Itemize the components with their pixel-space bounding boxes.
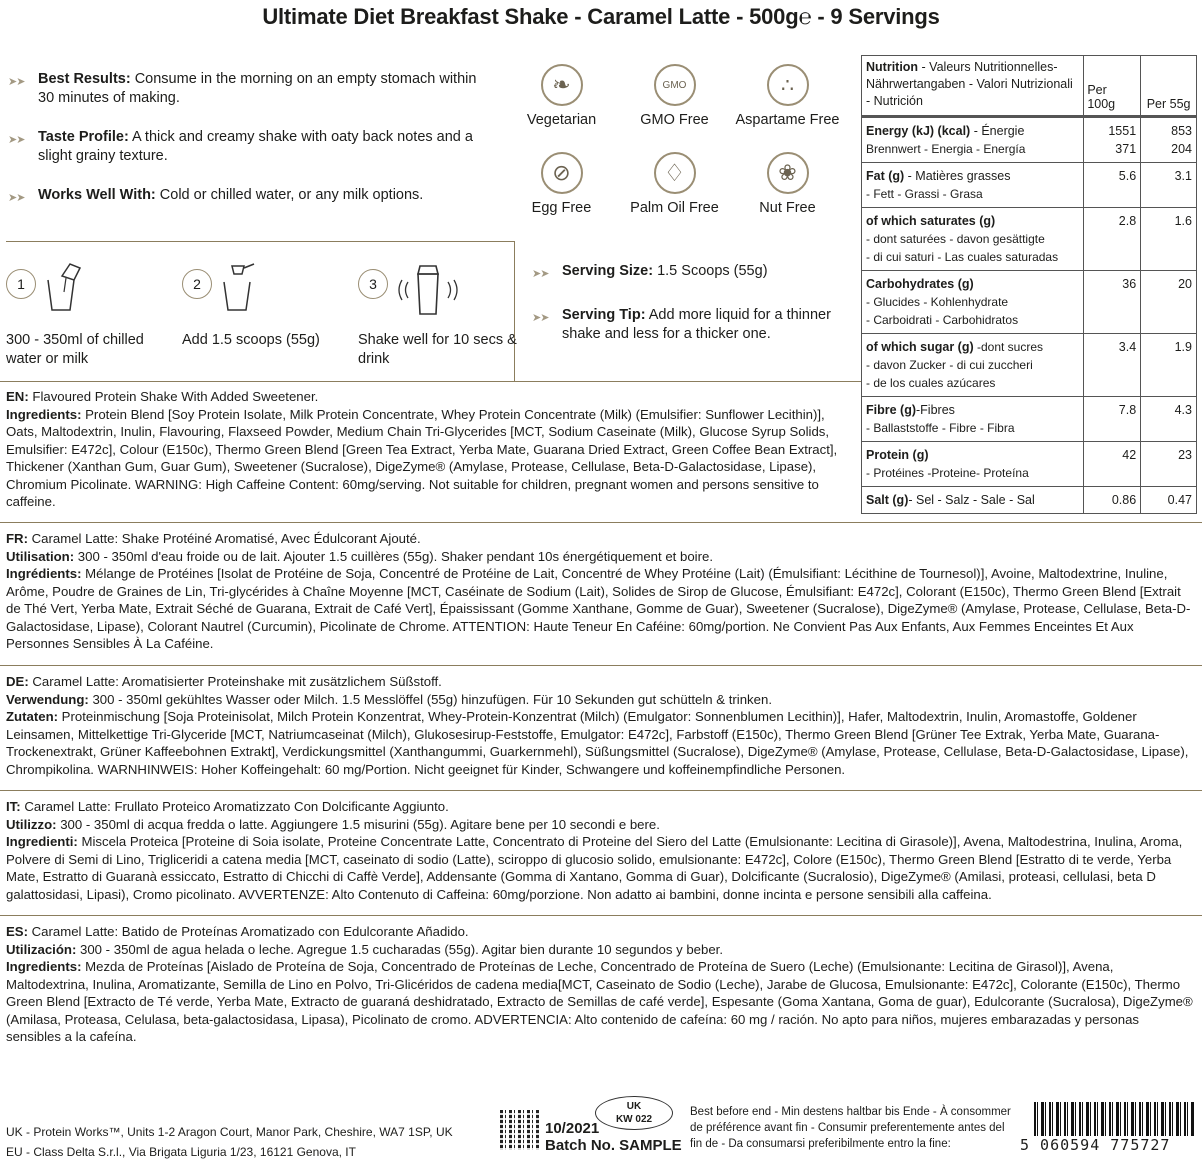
divider	[0, 665, 1202, 666]
uk-health-mark: UK KW 022	[595, 1096, 673, 1130]
nut-icon: ❀	[767, 152, 809, 194]
serving-info	[532, 262, 852, 366]
footer	[0, 1092, 1202, 1162]
production-date: 10/2021	[545, 1120, 600, 1137]
bullet-icon: ➤➤	[8, 76, 25, 88]
nutrition-row-sugar: of which sugar (g) -dont sucres - davon Zucker - di cui zuccheri - de los cuales azúcares 3.4 1.9	[862, 333, 1196, 396]
badge-nut-free: ❀ Nut Free	[731, 152, 844, 216]
taste-profile-note: ➤➤ Taste Profile: A thick and creamy shake with oaty back notes and a slight grainy texture.	[8, 129, 473, 164]
nutrition-row-saturates: of which saturates (g) - dont saturées - davon gesättigte - di cui saturi - Las cuales saturadas 2.8 1.6	[862, 207, 1196, 270]
step-number: 1	[6, 269, 36, 299]
nutrition-header: Nutrition - Valeurs Nutritionnelles- Nährwertangaben - Valori Nutrizionali - Nutrición Per 100g Per 55g	[862, 56, 1196, 116]
nutrition-row-protein: Protein (g) - Protéines -Proteine- Proteína 42 23	[862, 441, 1196, 486]
serving-size: ➤➤ Serving Size: 1.5 Scoops (55g)	[532, 262, 852, 284]
barcode-digits: 5 060594 775727	[1020, 1136, 1171, 1154]
ingredients-en: EN: Flavoured Protein Shake With Added Sweetener. Ingredients: Protein Blend [Soy Protein Isolate, Milk Protein Concentrate, Whey Protein Concentrate (Milk) (Emulsifier: Sunflower Lecithin)], Oats, Maltodextrin, Inulin, Flavouring, Flaxseed Powder, Medium Chain Tri-Glycerides [MCT, Sodium Caseinate (Milk), Glucose Syrup Solids, Emulsifier: E472c], Colour (E150c), Thermo Green Blend [Green Tea Extract, Yerba Mate, Guarana Dried Extract, Green Coffee Bean Extract], Thickener (Xanthan Gum, Guar Gum), Sweetener (Sucralose), DigeZyme® (Amylase, Protease, Cellulase, Beta-D-Galactosidase, Lipase), Chromium Picolinate. WARNING: High Caffeine Content: 60mg/serving. Not suitable for children, pregnant women and persons sensitive to caffeine.	[6, 389, 838, 509]
ingredients-es: ES: Caramel Latte: Batido de Proteínas Aromatizado con Edulcorante Añadido. Utilización: 300 - 350ml de agua helada o leche. Agregue 1.5 cucharadas (55g). Agitar bien durante 10 segundos y beber. Ingredients: Mezda de Proteínas [Aislado de Proteína de Soja, Concentrado de Proteínas de Leche, Concentrado de Proteína de Suero (Leche) (Emulsionante: Lecitina de Girasol)], Avena, Maltodextrina, Inulina, Aromatizante, Semilla de Lino en Polvo, Tri-Glicéridos de cadena media[MCT, Caseinato de Sodio (Leche), Jarabe de Glucosa, Emulsionante: E472c], Colorante (E150c), Thermo Green Blend [Extracto de Té verde, Yerba Mate, Extracto de guaraná deshidratado, Extracto de Semillas de café verde], Espesante (Goma Xantana, Goma de guar), Edulcorante (Sucralosa), DigeZyme® (Amilasa, Proteasa, Celulasa, beta-galactosidasa, Lipasa), Picolinato de cromo. ADVERTENCIA: Alto contenido de cafeína: 60 mg / ración. No apto para niños, mujeres embarazadas y personas sensibles a la cafeína.	[6, 924, 1193, 1044]
divider	[0, 522, 1202, 523]
badge-vegetarian: ❧ Vegetarian	[505, 64, 618, 128]
ingredients-de: DE: Caramel Latte: Aromatisierter Proteinshake mit zusätzlichem Süßstoff. Verwendung: 300 - 350ml gekühltes Wasser oder Milch. 1.5 Messlöffel (55g) hinzufügen. Für 10 Sekunden gut schütteln & trinken. Zutaten: Proteinmischung [Soja Proteinisolat, Milch Protein Konzentrat, Whey-Protein-Konzentrat (Milch) (Emulgator: Sonnenblumen Lecithin)], Hafer, Maltodextrin, Inulin, Aromastoffe, Goldener Leinsamen, Mittelkettige Tri-Glyceride [MCT, Natriumcaseinat (Milch), Glukosesirup-Feststoffe, Emulgator: E472c], Farbstoff (E150c), Thermo Green Blend [Grüner Tee Extrak, Yerba Mate, Guarana-Trockenextrakt, Grüner Kaffeebohnen Extrakt], Verdickungsmittel (Xanthangummi, Guarkernmehl), Süßungsmittel (Sucralose), DigeZyme® (Amylase, Protease, Cellulase, Beta-D-Galactosidase, Lipase), Chrompikolina. WARNHINWEIS: Hoher Koffeingehalt: 60 mg/Portion. Nicht geeignet für Kinder, Schwangere und koffeinempfindliche Personen.	[6, 674, 1189, 777]
barcode-icon	[1034, 1102, 1194, 1136]
best-results-note: ➤➤ Best Results: Consume in the morning on an empty stomach within 30 minutes of making.	[8, 71, 477, 106]
nutrition-row-fat: Fat (g) - Matières grasses - Fett - Grassi - Grasa 5.6 3.1	[862, 162, 1196, 207]
ingredients-it: IT: Caramel Latte: Frullato Proteico Aromatizzato Con Dolcificante Aggiunto. Utilizzo: 300 - 350ml di acqua fredda o latte. Aggiungere 1.5 misurini (55g). Agitare bene per 10 secondi e bere. Ingredienti: Miscela Proteica [Proteine di Soia isolate, Proteine Concentrate Latte, Concentrato di Proteine del Siero del Latte (Emulsionante: Lecitina di Girasole)], Avena, Maltodestrina, Inulina, Aroma, Polvere di Semi di Lino, Trigliceridi a catena media [MCT, caseinato di sodio (Latte), sciroppo di glucosio solido, emulsionante: E472c], Colore (E150c), Thermo Green Blend [Estratto di te verde, Yerba Mate, Estratto di Guaranà essiccato, Estratto di Chicchi di Caffè Verde], Addensante (Gomma di Xantano, Gomma di Guar), Dolcificante (Sucralosio), DigeZyme® (Amilasi, proteasi, cellulasi, beta D galattosidasi, Lipasi), Cromo picolinato. AVVERTENZE: Alto Contenuto di Caffeina: 60mg/porzione. Non adatto ai bambini, donne incinta e persone sensibili alla caffeina.	[6, 799, 1183, 902]
qr-code-icon	[500, 1110, 540, 1150]
step-number: 2	[182, 269, 212, 299]
divider	[0, 790, 1202, 791]
col-per-100g: Per 100g	[1083, 56, 1140, 115]
uk-address: UK - Protein Works™, Units 1-2 Aragon Court, Manor Park, Cheshire, WA7 1SP, UK	[6, 1125, 453, 1139]
step-number: 3	[358, 269, 388, 299]
nutrition-row-fibre: Fibre (g)-Fibres - Ballaststoffe - Fibre - Fibra 7.8 4.3	[862, 396, 1196, 441]
company-addresses	[6, 1122, 453, 1162]
pour-water-icon	[44, 262, 84, 312]
usage-notes	[8, 70, 488, 228]
product-title: Ultimate Diet Breakfast Shake - Caramel Latte - 500g℮ - 9 Servings	[262, 4, 940, 29]
bullet-icon: ➤➤	[532, 268, 549, 280]
divider	[6, 241, 514, 242]
aspartame-icon: ∴	[767, 64, 809, 106]
badge-egg-free: ⊘ Egg Free	[505, 152, 618, 216]
best-before-text: Best before end - Min destens haltbar bis Ende - À consommer de préférence avant fin - Consumir preferentemente antes del fin de - Da consumarsi preferibilmente entro la fine:	[690, 1106, 1011, 1150]
col-per-55g: Per 55g	[1140, 56, 1196, 115]
barcode	[1020, 1102, 1196, 1152]
nutrition-row-carbohydrates: Carbohydrates (g) - Glucides - Kohlenhydrate - Carboidrati - Carbohidratos 36 20	[862, 270, 1196, 333]
works-well-with-note: ➤➤ Works Well With: Cold or chilled water, or any milk options.	[8, 186, 488, 208]
bullet-icon: ➤➤	[8, 192, 25, 204]
badge-palm-oil-free: ♢ Palm Oil Free	[618, 152, 731, 216]
leaf-icon: ❧	[541, 64, 583, 106]
bullet-icon: ➤➤	[8, 134, 25, 146]
batch-number: Batch No. SAMPLE	[545, 1137, 682, 1154]
nutrition-row-salt: Salt (g)- Sel - Salz - Sale - Sal 0.86 0.47	[862, 486, 1196, 513]
scoop-icon	[220, 262, 260, 312]
badge-gmo-free: GMO GMO Free	[618, 64, 731, 128]
gmo-icon: GMO	[654, 64, 696, 106]
badge-aspartame-free: ∴ Aspartame Free	[731, 64, 844, 128]
egg-icon: ⊘	[541, 152, 583, 194]
divider	[0, 381, 861, 382]
nutrition-table	[861, 55, 1197, 514]
divider	[0, 915, 1202, 916]
eu-address: EU - Class Delta S.r.l., Via Brigata Liguria 1/23, 16121 Genova, IT	[6, 1145, 356, 1159]
nutrition-row-energy: Energy (kJ) (kcal) - Énergie Brennwert - Energia - Energía 1551 371 853 204	[862, 116, 1196, 162]
oil-drop-icon: ♢	[654, 152, 696, 194]
bullet-icon: ➤➤	[532, 312, 549, 324]
ingredients-fr: FR: Caramel Latte: Shake Protéiné Aromatisé, Avec Édulcorant Ajouté. Utilisation: 300 - 350ml d'eau froide ou de lait. Ajouter 1.5 cuillères (55g). Shaker pendant 10s énergétiquement et boire. Ingrédients: Mélange de Protéines [Isolat de Protéine de Soja, Concentré de Protéine de Lait, Concentré de Whey Protéine (Lait) (Émulsifiant: Lécithine de Tournesol)], Avoine, Maltodextrine, Inuline, Arôme, Poudre de Graines de Lin, Tri-glycérides à Chaîne Moyenne [MCT, Caséinate de Sodium (Lait), Solides de Sirop de Glucose, Émulsifiant: E472c], Colorant (E150c), Thermo Green Blend [Extrait de Thé Vert, Yerba Mate, Extrait Séché de Guarana, Extrait de Café Vert], Épaississant (Gomme Xanthane, Gomme de Guar), Sweetener (Sucralose), DigeZyme® (Amylase, Protease, Cellulase, Beta-D-Galactosidase, Lipase), Colorant Nautrel (Curcumin), Picolinate de Chrome. ATTENTION: Haute Teneur En Caféine: 60mg/portion. Ne Convient Pas Aux Enfants, Aux Femmes Enceintes Et Aux Personnes Sensibles À La Caféine.	[6, 531, 1191, 651]
batch-info	[545, 1120, 682, 1154]
shaker-icon	[398, 260, 458, 318]
serving-tip: ➤➤ Serving Tip: Add more liquid for a thinner shake and less for a thicker one.	[532, 307, 831, 342]
